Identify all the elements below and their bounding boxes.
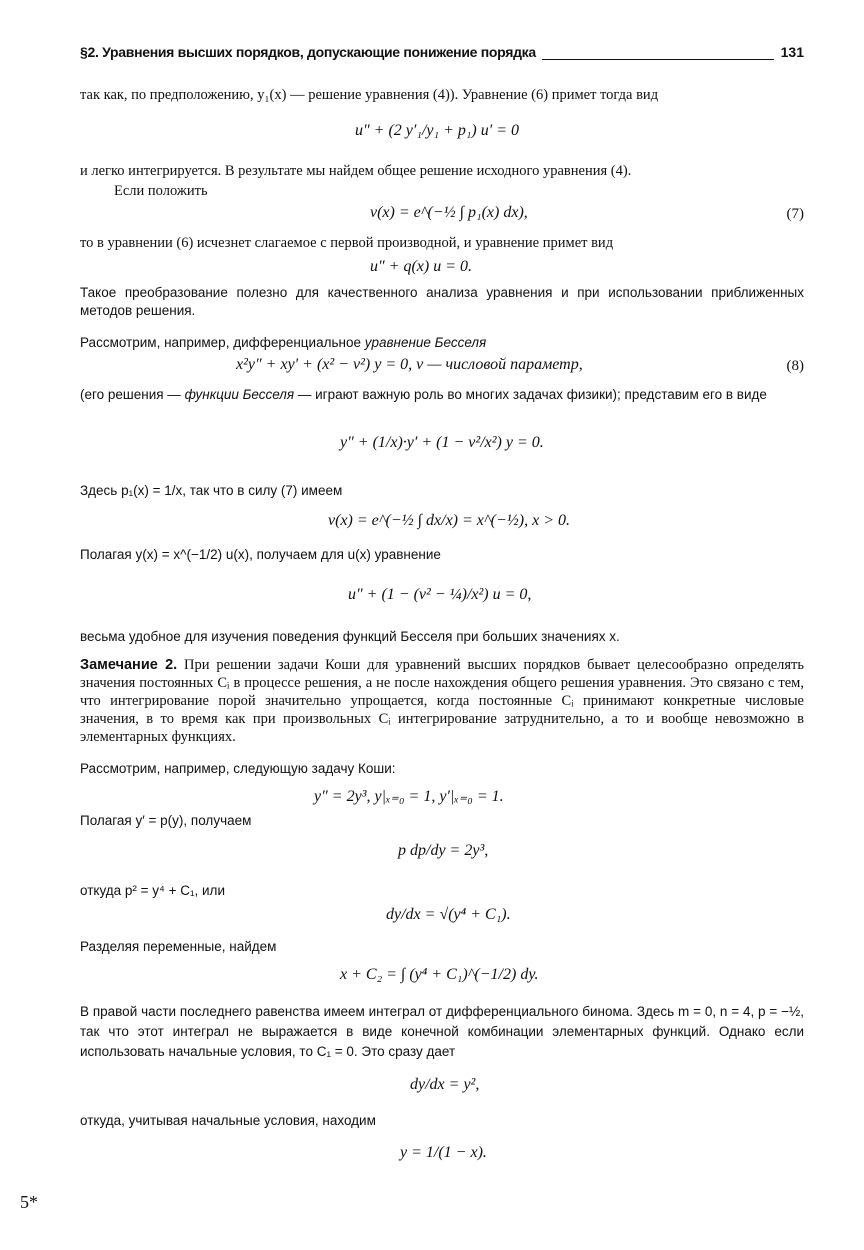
equation-number-8: (8): [786, 358, 804, 374]
paragraph-substitute-p: Полагая y′ = p(y), получаем: [80, 813, 252, 828]
formula-integral: x + C₂ = ∫ (y⁴ + C₁)^(−1/2) dy.: [340, 966, 539, 983]
paragraph-integrate: и легко интегрируется. В результате мы найдем общее решение исходного уравнения (4).: [80, 163, 632, 179]
paragraph-here: Здесь p₁(x) = 1/x, так что в силу (7) имеем: [80, 483, 343, 498]
section-title: §2. Уравнения высших порядков, допускающие понижение порядка: [80, 44, 542, 60]
formula-cauchy: y″ = 2y³, y|ₓ₌₀ = 1, y′|ₓ₌₀ = 1.: [314, 788, 504, 805]
page-footer-mark: 5*: [20, 1192, 38, 1212]
paragraph-substitution: Полагая y(x) = x^(−1/2) u(x), получаем для u(x) уравнение: [80, 547, 441, 562]
bessel-intro: Рассмотрим, например, дифференциальное: [80, 335, 365, 350]
formula-v: v(x) = e^(−½ ∫ p₁(x) dx),: [370, 204, 528, 221]
bessel-fn-c: — играют важную роль во многих задачах физики); представим его в виде: [294, 387, 767, 402]
bessel-fn-a: (его решения —: [80, 387, 185, 402]
page-header: [80, 44, 804, 66]
paragraph-vanish: то в уравнении (6) исчезнет слагаемое с первой производной, и уравнение примет вид: [80, 235, 614, 251]
formula-dy2: dy/dx = y²,: [410, 1076, 480, 1093]
formula-y: y = 1/(1 − x).: [400, 1144, 487, 1161]
bessel-term: уравнение Бесселя: [364, 335, 487, 350]
formula-vx: v(x) = e^(−½ ∫ dx/x) = x^(−½), x > 0.: [328, 512, 570, 529]
paragraph-bessel: [80, 334, 804, 352]
remark-2: [80, 656, 804, 746]
paragraph-cauchy: Рассмотрим, например, следующую задачу Коши:: [80, 761, 396, 776]
formula-bessel-2: y″ + (1/x)·y′ + (1 − ν²/x²) y = 0.: [340, 434, 544, 451]
paragraph-intro: так как, по предположению, y₁(x) — решение уравнения (4)). Уравнение (6) примет тогда вид: [80, 87, 659, 103]
formula-u: u″ + (2 y′₁/y₁ + p₁) u′ = 0: [355, 122, 520, 139]
paragraph-bessel-functions: [80, 386, 804, 404]
formula-uq: u″ + q(x) u = 0.: [370, 258, 473, 275]
equation-number-7: (7): [786, 206, 804, 222]
formula-bessel: x²y″ + xy′ + (x² − ν²) y = 0, ν — числовой параметр,: [236, 356, 583, 373]
paragraph-find: откуда, учитывая начальные условия, находим: [80, 1113, 376, 1128]
formula-p: p dp/dy = 2y³,: [398, 842, 489, 859]
paragraph-whence: откуда p² = y⁴ + C₁, или: [80, 883, 225, 898]
paragraph-if-set: Если положить: [114, 183, 208, 199]
bessel-fn-term: функции Бесселя: [184, 387, 295, 402]
paragraph-transform: Такое преобразование полезно для качественного анализа уравнения и при использовании приближенных методов решения.: [80, 285, 804, 318]
formula-dy: dy/dx = √(y⁴ + C₁).: [386, 906, 511, 923]
remark-label: Замечание 2.: [80, 657, 178, 673]
remark-text: При решении задачи Коши для уравнений высших порядков бывает целесообразно определять значения постоянных Cᵢ в процессе решения, а не после нахождения общего решения уравнения. Это связано с тем, что интегрирование порой значительно упрощается, когда постоянные Cᵢ принимают конкретные числовые значения, в то время как при произвольных Cᵢ интегрирование затруднительно, а то и вообще невозможно в элементарных функциях.: [80, 657, 804, 745]
paragraph-separate: Разделяя переменные, найдем: [80, 939, 277, 954]
paragraph-convenient: весьма удобное для изучения поведения функций Бесселя при больших значениях x.: [80, 629, 620, 644]
page-number: 131: [775, 44, 804, 60]
paragraph-binomial: В правой части последнего равенства имеем интеграл от дифференциального бинома. Здесь m = 0, n = 4, p = −½, так что этот интеграл не выражается в виде конечной комбинации элементарных функций. Однако если использовать начальные условия, то C₁ = 0. Это сразу дает: [80, 1004, 804, 1059]
formula-u2: u″ + (1 − (ν² − ¼)/x²) u = 0,: [348, 586, 532, 603]
